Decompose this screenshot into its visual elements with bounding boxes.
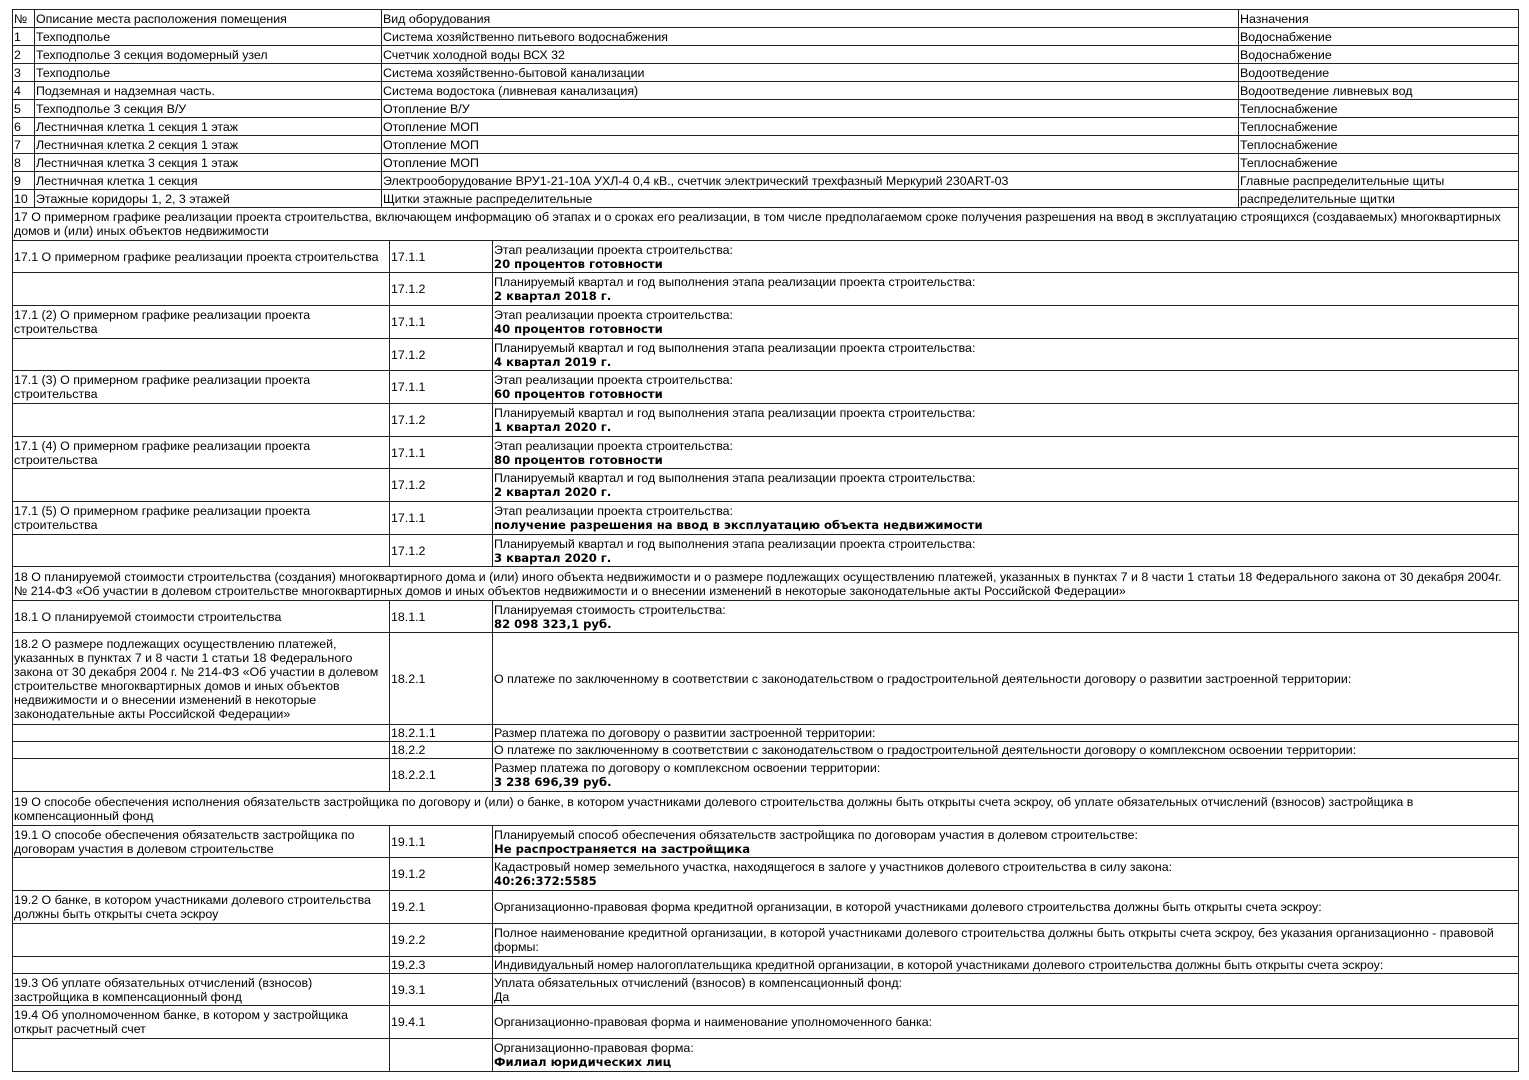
row-code: 19.1.1 xyxy=(390,826,493,858)
table-cell: Отопление В/У xyxy=(382,100,1239,118)
table-cell: Техподполье xyxy=(35,28,382,46)
table-cell: 7 xyxy=(13,136,35,154)
table-row xyxy=(13,759,1519,792)
table-cell: 5 xyxy=(13,100,35,118)
table-row xyxy=(13,190,1519,208)
table-row xyxy=(13,172,1519,190)
row-content xyxy=(493,725,1519,742)
table-row xyxy=(13,957,1519,974)
table-cell: 4 xyxy=(13,82,35,100)
row-text: Размер платежа по договору о комплексном освоении территории: xyxy=(494,761,881,775)
row-content xyxy=(493,535,1519,567)
row-text: Организационно-правовая форма кредитной организации, в которой участниками долевого строительства должны быть открыты счета эскроу: xyxy=(494,900,1322,914)
table-row xyxy=(13,154,1519,172)
table-cell: Водоснабжение xyxy=(1239,46,1519,64)
row-text: Планируемый квартал и год выполнения этапа реализации проекта строительства: xyxy=(494,340,976,355)
table-cell: 6 xyxy=(13,118,35,136)
row-content xyxy=(493,601,1519,633)
row-label: 19.1 О способе обеспечения обязательств застройщика по договорам участия в долевом строительстве xyxy=(13,826,390,858)
table-row xyxy=(13,469,1519,502)
row-text: Уплата обязательных отчислений (взносов) в компенсационный фонд: xyxy=(494,975,903,990)
row-value: получение разрешения на ввод в эксплуатацию объекта недвижимости xyxy=(494,518,983,532)
row-label xyxy=(13,404,390,437)
row-code: 19.2.3 xyxy=(390,957,493,974)
table-row xyxy=(13,371,1519,404)
row-text: Кадастровый номер земельного участка, находящегося в залоге у участников долевого строительства в силу закона: xyxy=(494,860,1173,874)
row-code: 18.2.2.1 xyxy=(390,759,493,792)
table-cell: 9 xyxy=(13,172,35,190)
row-content xyxy=(493,924,1519,957)
row-label xyxy=(13,957,390,974)
row-label: 18.2 О размере подлежащих осуществлению платежей, указанных в пунктах 7 и 8 части 1 статьи 18 Федерального закона от 30 декабря 2004 г. № 214-ФЗ «Об участии в долевом строительстве многоквартирных домов и иных объектов недвижимости и о внесении изменений в некоторые законодательные акты Российской Федерации» xyxy=(13,633,390,725)
row-code: 18.2.1 xyxy=(390,633,493,725)
table-cell: Подземная и надземная часть. xyxy=(35,82,382,100)
row-label: 19.2 О банке, в котором участниками долевого строительства должны быть открыты счета эскроу xyxy=(13,891,390,924)
row-code: 19.2.1 xyxy=(390,891,493,924)
row-code: 19.4.1 xyxy=(390,1006,493,1039)
row-label xyxy=(13,858,390,891)
row-code: 17.1.1 xyxy=(390,306,493,339)
row-text: Планируемый способ обеспечения обязательств застройщика по договорам участия в долевом строительстве: xyxy=(494,827,1138,842)
row-text: Этап реализации проекта строительства: xyxy=(494,373,733,387)
table-cell: Техподполье 3 секция В/У xyxy=(35,100,382,118)
row-value: Не распространяется на застройщика xyxy=(494,841,751,856)
row-value: 1 квартал 2020 г. xyxy=(494,420,612,434)
row-text: Организационно-правовая форма: xyxy=(494,1041,694,1055)
row-content xyxy=(493,241,1519,273)
table-row xyxy=(13,1006,1519,1039)
row-text: Организационно-правовая форма и наименование уполномоченного банка: xyxy=(494,1015,933,1029)
row-value: 60 процентов готовности xyxy=(494,387,663,401)
row-code: 17.1.2 xyxy=(390,273,493,306)
row-label xyxy=(13,924,390,957)
table-cell: Этажные коридоры 1, 2, 3 этажей xyxy=(35,190,382,208)
table-row xyxy=(13,891,1519,924)
table-cell: Лестничная клетка 1 секция 1 этаж xyxy=(35,118,382,136)
row-text: Этап реализации проекта строительства: xyxy=(494,308,733,322)
section-title: 17 О примерном графике реализации проекта строительства, включающем информацию об этапах и о сроках его реализации, в том числе предполагаемом сроке получения разрешения на ввод в эксплуатацию строящихся (создаваемых) многоквартирных домов и (или) иных объектов недвижимости xyxy=(13,208,1519,241)
table-row xyxy=(13,826,1519,858)
row-text: Планируемый квартал и год выполнения этапа реализации проекта строительства: xyxy=(494,275,976,289)
table-row xyxy=(13,437,1519,469)
table-cell: 3 xyxy=(13,64,35,82)
table-row xyxy=(13,64,1519,82)
table-row xyxy=(13,858,1519,891)
table-cell: Система хозяйственно питьевого водоснабжения xyxy=(382,28,1239,46)
table-cell: Счетчик холодной воды ВСХ 32 xyxy=(382,46,1239,64)
row-content xyxy=(493,957,1519,974)
row-code xyxy=(390,1039,493,1072)
row-text: Этап реализации проекта строительства: xyxy=(494,438,733,453)
row-code: 19.2.2 xyxy=(390,924,493,957)
table-row xyxy=(13,974,1519,1006)
row-label: 17.1 (2) О примерном графике реализации проекта строительства xyxy=(13,306,390,339)
row-label xyxy=(13,1039,390,1072)
table-cell: Система водостока (ливневая канализация) xyxy=(382,82,1239,100)
row-label xyxy=(13,742,390,759)
row-content xyxy=(493,469,1519,502)
row-content xyxy=(493,437,1519,469)
row-value: 2 квартал 2018 г. xyxy=(494,289,612,303)
table-cell: Водоснабжение xyxy=(1239,28,1519,46)
row-text: Полное наименование кредитной организации, в которой участниками долевого строительства должны быть открыты счета эскроу, без указания организационно - правовой формы: xyxy=(494,926,1494,954)
table-row xyxy=(13,100,1519,118)
table-cell: Водоотведение xyxy=(1239,64,1519,82)
table-header-row xyxy=(13,10,1519,28)
table-cell: Теплоснабжение xyxy=(1239,154,1519,172)
table-cell: 8 xyxy=(13,154,35,172)
row-text: О платеже по заключенному в соответствии с законодательством о градостроительной деятельности договору о развитии застроенной территории: xyxy=(494,671,1352,686)
row-code: 17.1.2 xyxy=(390,469,493,502)
row-text: Планируемый квартал и год выполнения этапа реализации проекта строительства: xyxy=(494,406,976,420)
row-value: 82 098 323,1 руб. xyxy=(494,616,612,631)
section-title: 19 О способе обеспечения исполнения обязательств застройщика по договору и (или) о банке, в котором участниками долевого строительства должны быть открыты счета эскроу, об уплате обязательных отчислений (взносов) застройщика в компенсационный фонд xyxy=(13,792,1519,826)
table-row xyxy=(13,742,1519,759)
table-row xyxy=(13,82,1519,100)
row-text: Этап реализации проекта строительства: xyxy=(494,504,733,518)
row-value: 3 квартал 2020 г. xyxy=(494,550,612,565)
row-code: 18.2.1.1 xyxy=(390,725,493,742)
row-label: 18.1 О планируемой стоимости строительства xyxy=(13,601,390,633)
table-cell: Электрооборудование ВРУ1-21-10А УХЛ-4 0,4 кВ., счетчик электрический трехфазный Меркурий 230ART-03 xyxy=(382,172,1239,190)
table-cell: распределительные щитки xyxy=(1239,190,1519,208)
row-text: Планируемый квартал и год выполнения этапа реализации проекта строительства: xyxy=(494,471,976,485)
table-row xyxy=(13,241,1519,273)
row-code: 17.1.2 xyxy=(390,339,493,371)
table-row xyxy=(13,136,1519,154)
row-value: 4 квартал 2019 г. xyxy=(494,354,612,369)
row-content xyxy=(493,891,1519,924)
table-cell: Теплоснабжение xyxy=(1239,136,1519,154)
table-cell: Главные распределительные щиты xyxy=(1239,172,1519,190)
row-label: 17.1 (4) О примерном графике реализации проекта строительства xyxy=(13,437,390,469)
table-cell: Отопление МОП xyxy=(382,118,1239,136)
row-value: 40:26:372:5585 xyxy=(494,874,597,888)
row-code: 17.1.1 xyxy=(390,371,493,404)
row-label xyxy=(13,469,390,502)
table-row xyxy=(13,502,1519,535)
section-header-row xyxy=(13,792,1519,826)
row-code: 18.1.1 xyxy=(390,601,493,633)
table-row xyxy=(13,633,1519,725)
row-value: 2 квартал 2020 г. xyxy=(494,485,612,499)
table-cell: Техподполье xyxy=(35,64,382,82)
table-cell: Отопление МОП xyxy=(382,154,1239,172)
row-code: 17.1.1 xyxy=(390,241,493,273)
row-content xyxy=(493,339,1519,371)
row-label: 19.4 Об уполномоченном банке, в котором у застройщика открыт расчетный счет xyxy=(13,1006,390,1039)
table-row xyxy=(13,339,1519,371)
row-content xyxy=(493,633,1519,725)
table-cell: Водоотведение ливневых вод xyxy=(1239,82,1519,100)
row-code: 17.1.1 xyxy=(390,437,493,469)
row-content xyxy=(493,858,1519,891)
row-value: Филиал юридических лиц xyxy=(494,1055,672,1069)
row-content xyxy=(493,273,1519,306)
row-text: Планируемый квартал и год выполнения этапа реализации проекта строительства: xyxy=(494,536,976,551)
row-text: Размер платежа по договору о развитии застроенной территории: xyxy=(494,726,876,740)
row-content xyxy=(493,404,1519,437)
table-cell: Теплоснабжение xyxy=(1239,100,1519,118)
row-code: 18.2.2 xyxy=(390,742,493,759)
column-header: № xyxy=(13,10,35,28)
table-cell: 2 xyxy=(13,46,35,64)
row-label xyxy=(13,759,390,792)
row-label xyxy=(13,725,390,742)
table-row xyxy=(13,306,1519,339)
row-label: 17.1 О примерном графике реализации проекта строительства xyxy=(13,241,390,273)
row-label: 17.1 (5) О примерном графике реализации проекта строительства xyxy=(13,502,390,535)
column-header: Описание места расположения помещения xyxy=(35,10,382,28)
row-code: 17.1.1 xyxy=(390,502,493,535)
row-text: Индивидуальный номер налогоплательщика кредитной организации, в которой участниками долевого строительства должны быть открыты счета эскроу: xyxy=(494,958,1384,972)
table-row xyxy=(13,725,1519,742)
table-row xyxy=(13,118,1519,136)
table-cell: Лестничная клетка 1 секция xyxy=(35,172,382,190)
table-cell: 10 xyxy=(13,190,35,208)
table-cell: Лестничная клетка 3 секция 1 этаж xyxy=(35,154,382,172)
row-content xyxy=(493,1039,1519,1072)
row-text: О платеже по заключенному в соответствии с законодательством о градостроительной деятельности договору о комплексном освоении территории: xyxy=(494,743,1357,757)
row-value: 40 процентов готовности xyxy=(494,322,663,336)
table-row xyxy=(13,535,1519,567)
row-content xyxy=(493,759,1519,792)
row-text: Этап реализации проекта строительства: xyxy=(494,242,733,257)
row-value: Да xyxy=(494,989,510,1004)
row-code: 19.3.1 xyxy=(390,974,493,1006)
equipment-table xyxy=(12,9,1519,208)
row-content xyxy=(493,502,1519,535)
row-content xyxy=(493,826,1519,858)
row-label xyxy=(13,535,390,567)
table-cell: Щитки этажные распределительные xyxy=(382,190,1239,208)
table-row xyxy=(13,28,1519,46)
row-code: 17.1.2 xyxy=(390,404,493,437)
row-text: Планируемая стоимость строительства: xyxy=(494,602,726,617)
row-content xyxy=(493,974,1519,1006)
row-label: 19.3 Об уплате обязательных отчислений (взносов) застройщика в компенсационный фонд xyxy=(13,974,390,1006)
row-content xyxy=(493,1006,1519,1039)
section-header-row xyxy=(13,567,1519,601)
table-cell: 1 xyxy=(13,28,35,46)
table-cell: Отопление МОП xyxy=(382,136,1239,154)
construction-info-table xyxy=(12,207,1519,1072)
row-code: 19.1.2 xyxy=(390,858,493,891)
row-code: 17.1.2 xyxy=(390,535,493,567)
table-cell: Теплоснабжение xyxy=(1239,118,1519,136)
row-value: 3 238 696,39 руб. xyxy=(494,775,612,789)
table-row xyxy=(13,601,1519,633)
row-content xyxy=(493,306,1519,339)
row-label xyxy=(13,273,390,306)
table-row xyxy=(13,273,1519,306)
row-value: 20 процентов готовности xyxy=(494,256,663,271)
row-value: 80 процентов готовности xyxy=(494,452,663,467)
table-cell: Лестничная клетка 2 секция 1 этаж xyxy=(35,136,382,154)
column-header: Назначения xyxy=(1239,10,1519,28)
table-cell: Система хозяйственно-бытовой канализации xyxy=(382,64,1239,82)
column-header: Вид оборудования xyxy=(382,10,1239,28)
table-row xyxy=(13,46,1519,64)
table-row xyxy=(13,924,1519,957)
table-row xyxy=(13,404,1519,437)
row-content xyxy=(493,742,1519,759)
section-header-row xyxy=(13,208,1519,241)
row-content xyxy=(493,371,1519,404)
row-label xyxy=(13,339,390,371)
table-cell: Техподполье 3 секция водомерный узел xyxy=(35,46,382,64)
section-title: 18 О планируемой стоимости строительства (создания) многоквартирного дома и (или) иного объекта недвижимости и о размере подлежащих осуществлению платежей, указанных в пунктах 7 и 8 части 1 статьи 18 Федерального закона от 30 декабря 2004г. № 214-ФЗ «Об участии в долевом строительстве многоквартирных домов и иных объектов недвижимости и о внесении изменений в некоторые законодательные акты Российской Федерации» xyxy=(13,567,1519,601)
row-label: 17.1 (3) О примерном графике реализации проекта строительства xyxy=(13,371,390,404)
table-row xyxy=(13,1039,1519,1072)
